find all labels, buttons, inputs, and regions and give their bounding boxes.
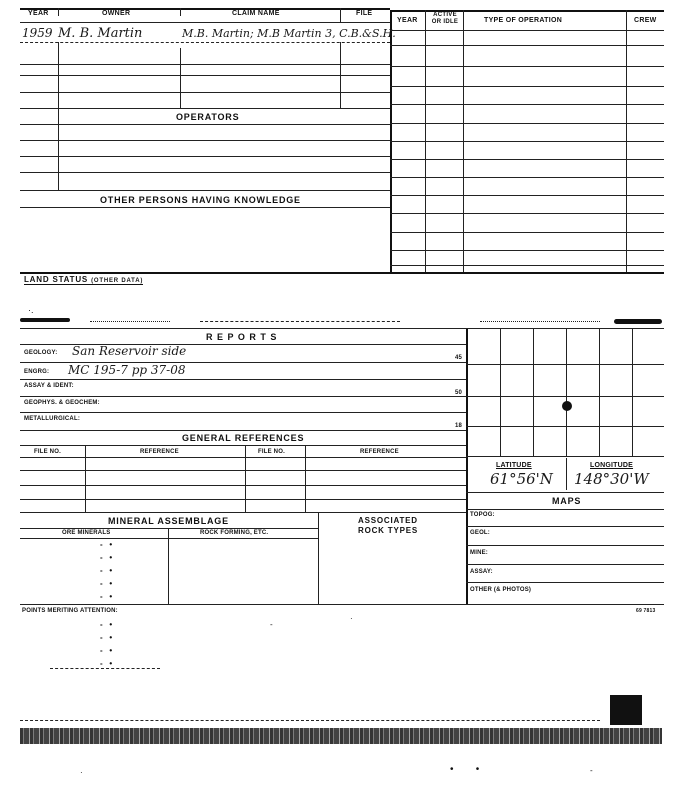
maps-title: MAPS — [552, 496, 582, 506]
ore-minerals-header: ORE MINERALS — [62, 530, 111, 536]
form-number: 69 7813 — [636, 608, 656, 614]
longitude-label: LONGITUDE — [590, 462, 634, 469]
geophys-label: GEOPHYS. & GEOCHEM: — [24, 400, 100, 406]
rock-types-label: ROCK TYPES — [358, 526, 419, 535]
gr-header-file-2: FILE NO. — [258, 449, 285, 455]
claims-header-owner: OWNER — [102, 10, 131, 17]
land-status-sub: (OTHER DATA) — [91, 278, 144, 284]
claim-name-value: M.B. Martin; M.B Martin 3, C.B.&S.H. — [182, 27, 396, 40]
rock-forming-header: ROCK FORMING, ETC. — [200, 530, 269, 536]
claims-header-claim-name: CLAIM NAME — [232, 10, 280, 17]
geology-label: GEOLOGY: — [24, 350, 58, 356]
metallurgical-number: 18 — [455, 423, 463, 429]
latitude-value: 61°56'N — [490, 470, 553, 488]
operators-heading: OPERATORS — [176, 112, 240, 122]
ops-header-active: ACTIVE OR IDLE — [431, 12, 459, 25]
assay-label: ASSAY & IDENT: — [24, 383, 74, 389]
claim-owner-value: M. B. Martin — [58, 26, 143, 41]
engrg-label: ENGRG: — [24, 369, 50, 375]
claims-header-file: FILE — [356, 10, 373, 17]
maps-geol-label: GEOL: — [470, 530, 490, 536]
gr-header-ref-2: REFERENCE — [360, 449, 399, 455]
claim-year-value: 1959 — [22, 26, 53, 40]
land-status-label: LAND STATUS — [24, 275, 89, 284]
longitude-value: 148°30'W — [574, 470, 649, 488]
other-persons-heading: OTHER PERSONS HAVING KNOWLEDGE — [100, 195, 301, 205]
metallurgical-label: METALLURGICAL: — [24, 416, 81, 422]
scan-smudge — [20, 728, 662, 744]
location-marker — [562, 401, 572, 411]
claims-header-year: YEAR — [28, 10, 49, 17]
maps-assay-label: ASSAY: — [470, 569, 493, 575]
assay-number: 50 — [455, 390, 463, 396]
geology-value: San Reservoir side — [72, 344, 187, 358]
ops-header-year: YEAR — [397, 17, 418, 24]
maps-topog-label: TOPOG: — [470, 512, 495, 518]
mineral-assemblage-title: MINERAL ASSEMBLAGE — [108, 516, 229, 526]
ops-header-crew: CREW — [634, 17, 657, 24]
gr-header-file-1: FILE NO. — [34, 449, 61, 455]
maps-mine-label: MINE: — [470, 550, 488, 556]
latitude-label: LATITUDE — [496, 462, 532, 469]
geology-number: 45 — [455, 355, 463, 361]
maps-other-label: OTHER (& PHOTOS) — [470, 587, 532, 593]
reports-title: R E P O R T S — [206, 332, 278, 342]
ops-header-type: TYPE OF OPERATION — [484, 17, 563, 24]
land-status-heading — [24, 275, 143, 285]
gr-header-ref-1: REFERENCE — [140, 449, 179, 455]
associated-label: ASSOCIATED — [358, 516, 418, 525]
scan-black-square — [610, 695, 642, 725]
engrg-value: MC 195-7 pp 37-08 — [68, 363, 186, 377]
general-references-title: GENERAL REFERENCES — [182, 433, 305, 443]
points-label: POINTS MERITING ATTENTION: — [22, 608, 118, 614]
